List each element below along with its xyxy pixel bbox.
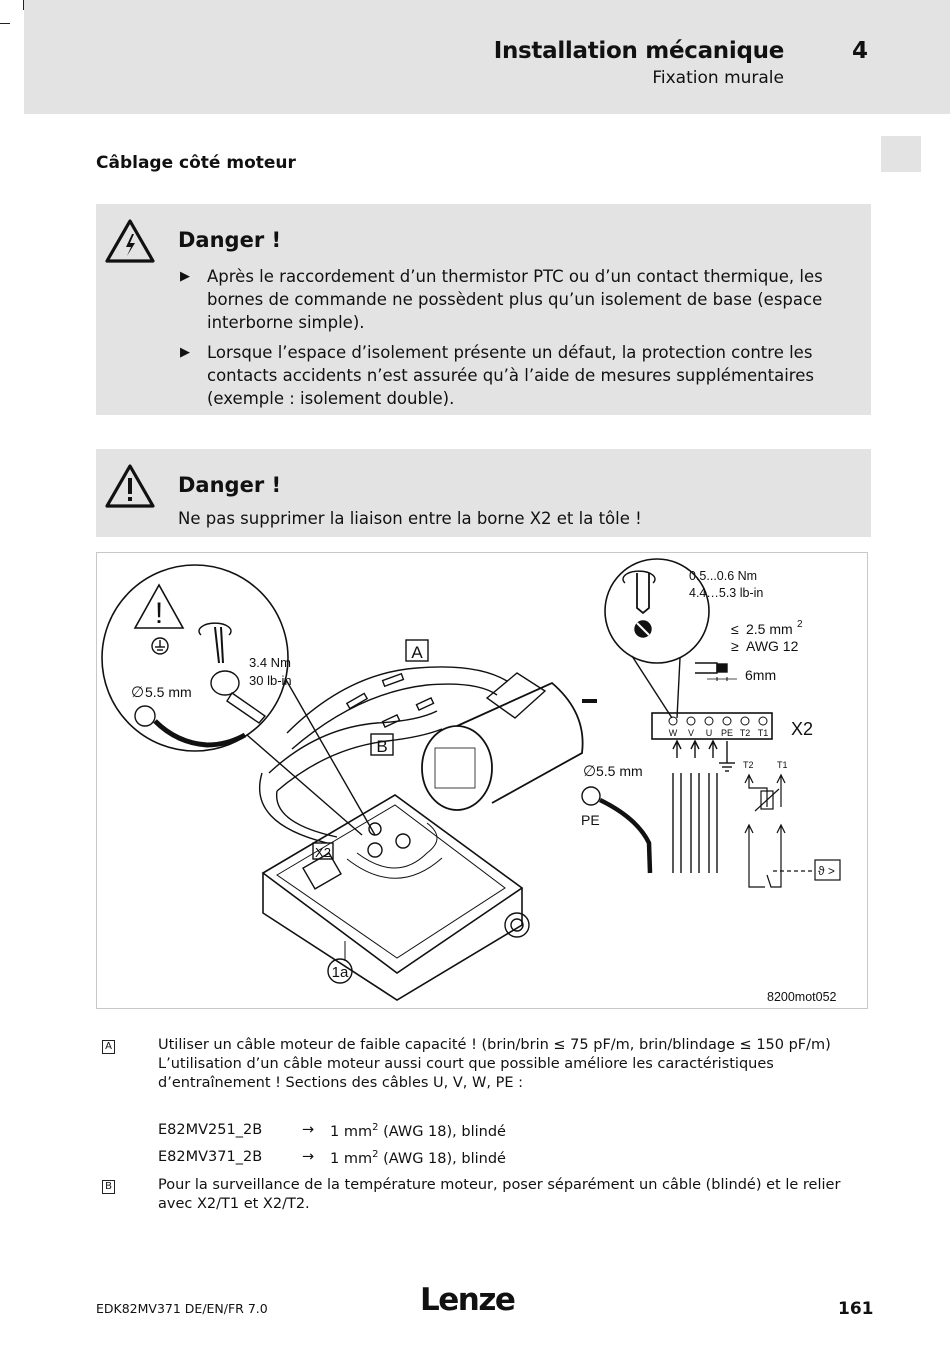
- warning-icon: [104, 463, 156, 509]
- motor-terminal-box: [487, 673, 545, 718]
- torque-right-lbin: 4.4…5.3 lb-in: [689, 586, 764, 600]
- torque-left-lbin: 30 lb-in: [249, 673, 292, 688]
- terminal-label: PE: [720, 728, 734, 738]
- lenze-logo: Lenze: [420, 1282, 515, 1318]
- terminal-x2-label: X2: [791, 719, 814, 739]
- section-model: E82MV371_2B: [158, 1149, 263, 1165]
- t2-label: T2: [743, 760, 754, 770]
- cable-gland: [505, 913, 529, 937]
- pe-label: PE: [581, 812, 600, 828]
- section-heading: Câblage côté moteur: [96, 153, 296, 173]
- leader-line: [677, 658, 680, 718]
- terminal-label: U: [705, 728, 713, 738]
- page-header: [24, 0, 950, 114]
- rotate-arrow-icon: [623, 571, 655, 583]
- danger-box-general: [96, 449, 871, 537]
- inverter-housing: [263, 795, 522, 973]
- chapter-tab: [881, 136, 921, 172]
- danger-title: Danger !: [178, 473, 282, 497]
- danger-title: Danger !: [178, 228, 282, 252]
- page-title: Installation mécanique: [493, 38, 784, 64]
- electrical-hazard-icon: [104, 218, 156, 264]
- screw-terminal: [211, 671, 239, 695]
- le-icon: ≤: [731, 621, 739, 637]
- bullet-text: Après le raccordement d’un thermistor PTC ou d’un contact thermique, les bornes de commande ne possèdent plus qu’un isolement de base (espace interborne simple).: [207, 267, 823, 332]
- chapter-number: 4: [852, 38, 869, 64]
- motor-cable-b: [269, 711, 437, 773]
- screwdriver-icon: [637, 573, 649, 613]
- leader-line: [247, 735, 362, 835]
- cross-section-sup: 2: [797, 619, 803, 630]
- pe-ground-icon: [719, 741, 735, 771]
- label-b: B: [376, 737, 388, 756]
- terminal-label: V: [687, 728, 695, 738]
- wiring-figure: [96, 552, 868, 1009]
- arrow-icon: →: [302, 1122, 315, 1138]
- legend-text-a: Utiliser un câble moteur de faible capacité ! (brin/brin ≤ 75 pF/m, brin/blindage ≤ 150 pF/m) L’utilisation d’un câble moteur aussi court que possible améliore les caractéristiques d’entraînement ! Sections des câbles U, V, W, PE :: [158, 1037, 831, 1091]
- label-1a: 1a: [331, 964, 349, 981]
- label-x2-small: X2: [315, 845, 331, 860]
- motor-grille: [435, 748, 475, 788]
- terminal-label: T1: [757, 728, 769, 738]
- terminal-labels: [669, 728, 769, 738]
- ring-lug: [227, 693, 265, 723]
- crop-mark: [0, 23, 10, 24]
- figure-id: 8200mot052: [767, 990, 837, 1004]
- bullet-text: Lorsque l’espace d’isolement présente un défaut, la protection contre les contacts accidents n’est assurée qu’à l’aide de mesures supplémentaires (exemple : isolement double).: [207, 343, 814, 408]
- page-number: 161: [838, 1299, 874, 1319]
- terminal-screws: [669, 717, 767, 725]
- bullet-arrow-icon: ▶: [180, 269, 190, 284]
- cross-section-max: 2.5 mm: [746, 621, 793, 637]
- diameter-icon: ∅: [131, 684, 145, 701]
- bullet-arrow-icon: ▶: [180, 345, 190, 360]
- arrow-icon: →: [302, 1149, 315, 1165]
- motor-body: [457, 683, 583, 803]
- wire-strip-icon: [695, 663, 717, 673]
- motor-leads: [673, 741, 717, 873]
- document-id: EDK82MV371 DE/EN/FR 7.0: [96, 1301, 268, 1316]
- wiring-diagram: [97, 553, 867, 1008]
- pe-ring-lug-icon: [582, 787, 600, 805]
- page-subtitle: Fixation murale: [652, 68, 784, 88]
- ground-wire: [155, 721, 245, 745]
- section-value: 1 $mm^2$ (AWG 18), blindé: [330, 1122, 506, 1140]
- strip-length: 6mm: [745, 667, 777, 683]
- cross-section-awg: AWG 12: [746, 638, 799, 654]
- motor-fan-cover: [422, 726, 492, 810]
- ring-size-left: 5.5 mm: [145, 684, 192, 700]
- t1-label: T1: [777, 760, 788, 770]
- danger-text: Ne pas supprimer la liaison entre la borne X2 et la tôle !: [178, 509, 642, 528]
- legend-text-b: Pour la surveillance de la température moteur, poser séparément un câble (blindé) et le relier avec X2/T1 et X2/T2.: [158, 1177, 841, 1212]
- ge-icon: ≥: [731, 638, 739, 654]
- terminal-label: W: [668, 728, 678, 738]
- cable-shield: [383, 674, 404, 686]
- danger-box-electrical: [96, 204, 871, 415]
- warning-mark: !: [154, 597, 164, 630]
- leader-line: [632, 656, 672, 718]
- terminal-label: T2: [739, 728, 751, 738]
- torque-left: 3.4 Nm: [249, 655, 291, 670]
- ring-size-right: 5.5 mm: [596, 763, 643, 779]
- section-model: E82MV251_2B: [158, 1122, 263, 1138]
- section-value: 1 $mm^2$ (AWG 18), blindé: [330, 1149, 506, 1167]
- ring-lug-icon: [135, 706, 155, 726]
- legend-key-a: A: [102, 1040, 115, 1054]
- torque-right: 0.5...0.6 Nm: [689, 569, 758, 583]
- diameter-icon: ∅: [583, 763, 597, 780]
- thermal-contact-symbol: ϑ >: [818, 864, 835, 878]
- label-a: A: [411, 643, 423, 662]
- legend-key-b: B: [102, 1180, 115, 1194]
- motor-cable-a: [287, 667, 507, 733]
- pe-wire: [600, 800, 650, 873]
